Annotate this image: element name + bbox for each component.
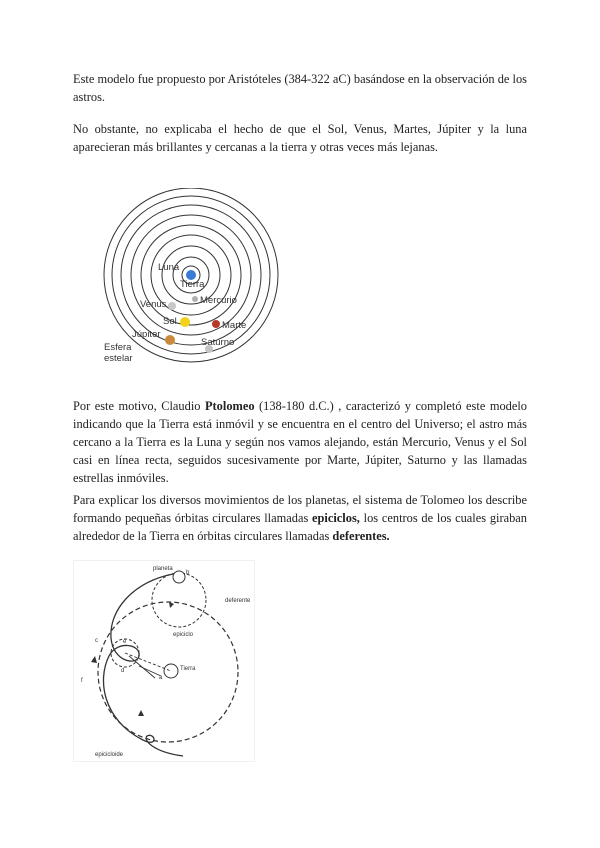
label-esfera: Esfera: [104, 342, 132, 353]
paragraph-aristotle: Este modelo fue propuesto por Aristóteles (384-322 aC) basándose en la observación de los astros.: [73, 72, 527, 104]
epicycle-diagram: [73, 560, 255, 762]
label-d: d: [121, 668, 125, 674]
venus-icon: [168, 302, 176, 310]
label-e: e: [123, 639, 127, 645]
paragraph-epicycles: [73, 491, 527, 545]
label-luna: Luna: [158, 262, 180, 273]
label-mercurio: Mercurio: [200, 295, 237, 306]
p4-bold-deferentes: deferentes.: [332, 529, 390, 543]
p4-bold-epiciclos: epiciclos,: [312, 511, 360, 525]
mars-icon: [212, 320, 220, 328]
label-estelar: estelar: [104, 353, 133, 364]
label-saturno: Saturno: [201, 337, 235, 348]
label-f: f: [81, 678, 83, 684]
geocentric-diagram: [100, 188, 282, 370]
label-a: a: [159, 675, 163, 681]
paragraph-ptolemy: [73, 397, 527, 487]
label-b: b: [186, 570, 190, 576]
label-epiciclo: epiciclo: [173, 632, 194, 638]
p3-bold-ptolomeo: Ptolomeo: [204, 399, 255, 413]
arrow-icon: [138, 710, 144, 716]
label-planeta: planeta: [153, 566, 173, 572]
p4-text-middle: los centros de los cuales giraban alrededor de la Tierra en órbitas circulares llamadas: [73, 511, 527, 543]
label-marte: Marte: [222, 320, 247, 331]
arrow-icon: [169, 602, 174, 608]
planet-icon: [173, 571, 185, 583]
label-c: c: [95, 638, 98, 644]
sun-icon: [180, 317, 190, 327]
p3-text-after: (138-180 d.C.) , caracterizó y completó este modelo indicando que la Tierra está inmóvil y se encuentra en el centro del Universo; el astro más cercano a la Tierra es la Luna y según nos vamos alejando, están Mercurio, Venus y el Sol casi en línea recta, seguidos sucesivamente por Marte, Júpiter, Saturno y las llamadas estrellas inmóviles.: [73, 399, 528, 485]
arrow-icon: [91, 656, 97, 663]
label-jupiter: Júpiter: [132, 329, 161, 340]
label-venus: Venus: [140, 299, 167, 310]
jupiter-icon: [165, 335, 175, 345]
label-deferente: deferente: [225, 598, 251, 604]
paragraph-objection: No obstante, no explicaba el hecho de que el Sol, Venus, Martes, Júpiter y la luna aparecieran más brillantes y cercanas a la tierra y otras veces más lejanas.: [73, 122, 527, 154]
label-tierra: Tierra: [180, 279, 205, 290]
p3-text-before: Por este motivo, Claudio: [73, 399, 205, 413]
label-sol: Sol: [163, 316, 177, 327]
p4-text-before: Para explicar los diversos movimientos de los planetas, el sistema de Tolomeo los describe formando pequeñas órbitas circulares llamadas: [73, 493, 527, 525]
label-tierra: Tierra: [180, 666, 196, 672]
mercury-icon: [192, 296, 198, 302]
label-epicicloide: epicicloide: [95, 752, 124, 758]
